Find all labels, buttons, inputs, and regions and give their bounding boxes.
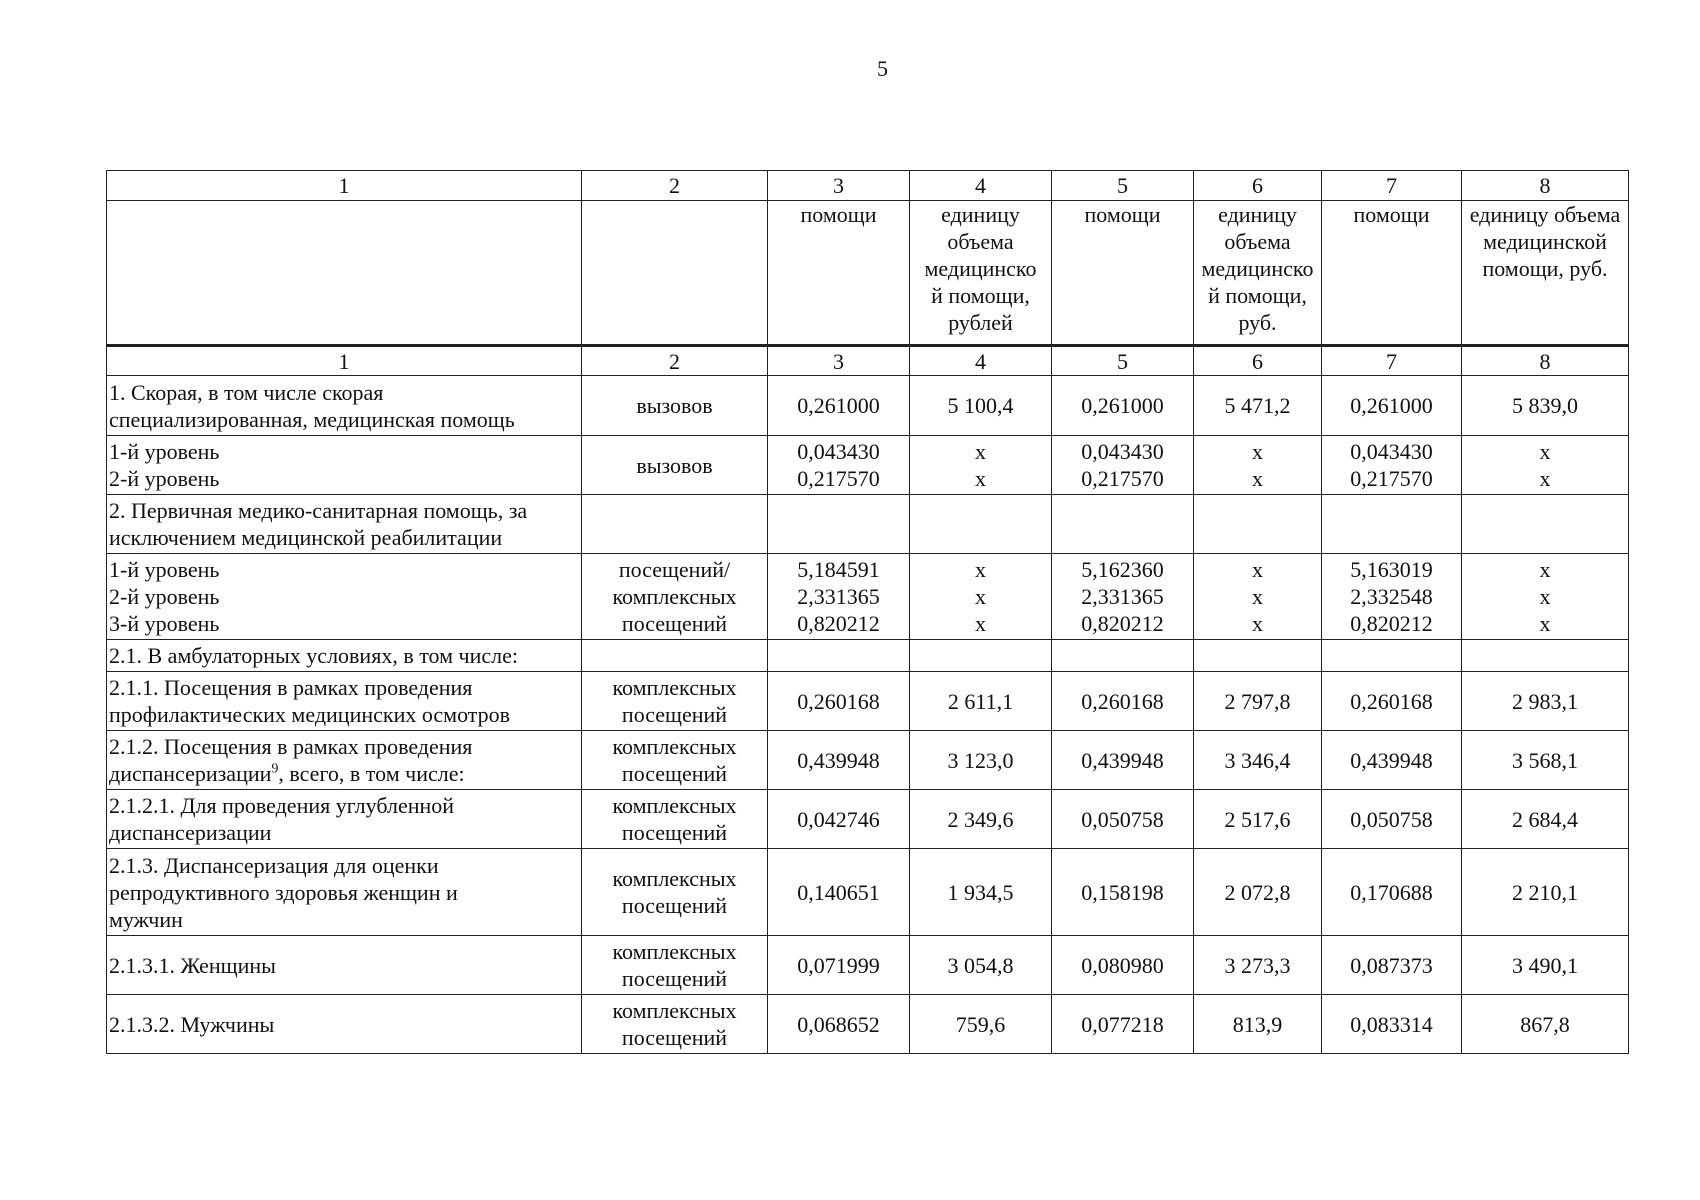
row-name: 1-й уровень 2-й уровень bbox=[107, 436, 582, 495]
cell-value: х х bbox=[1462, 436, 1629, 495]
header-cell: помощи bbox=[1052, 201, 1194, 346]
header-cell bbox=[582, 201, 768, 346]
cell-value: 0,050758 bbox=[1322, 790, 1462, 849]
cell-value: 867,8 bbox=[1462, 995, 1629, 1054]
table-row bbox=[107, 640, 1629, 672]
header-cell: помощи bbox=[1322, 201, 1462, 346]
row-name: 2.1.3.2. Мужчины bbox=[107, 995, 582, 1054]
row-name: 2.1.2.1. Для проведения углубленной диспансеризации bbox=[107, 790, 582, 849]
table-row bbox=[107, 436, 1629, 495]
cell-value: 2 797,8 bbox=[1194, 672, 1322, 731]
header-cell: помощи bbox=[768, 201, 910, 346]
column-number-row bbox=[107, 346, 1629, 376]
column-number: 4 bbox=[910, 171, 1052, 201]
cell-value: 3 123,0 bbox=[910, 731, 1052, 790]
cell-value: 0,077218 bbox=[1052, 995, 1194, 1054]
cell-value bbox=[1322, 495, 1462, 554]
row-unit: комплексных посещений bbox=[582, 731, 768, 790]
column-number: 5 bbox=[1052, 171, 1194, 201]
cell-value: 0,439948 bbox=[768, 731, 910, 790]
column-number: 2 bbox=[582, 346, 768, 376]
row-name: 2. Первичная медико-санитарная помощь, за исключением медицинской реабилитации bbox=[107, 495, 582, 554]
table-row bbox=[107, 672, 1629, 731]
cell-value: 0,068652 bbox=[768, 995, 910, 1054]
cell-value: 3 346,4 bbox=[1194, 731, 1322, 790]
cell-value: 3 568,1 bbox=[1462, 731, 1629, 790]
column-number: 6 bbox=[1194, 346, 1322, 376]
cell-value: 0,140651 bbox=[768, 849, 910, 936]
cell-value: 2 983,1 bbox=[1462, 672, 1629, 731]
cell-value bbox=[1322, 640, 1462, 672]
column-number: 3 bbox=[768, 346, 910, 376]
row-name: 2.1.3. Диспансеризация для оценки репродуктивного здоровья женщин и мужчин bbox=[107, 849, 582, 936]
tariff-table bbox=[106, 170, 1629, 1054]
header-cell: единицу объема медицинско й помощи, руб. bbox=[1194, 201, 1322, 346]
row-unit: комплексных посещений bbox=[582, 790, 768, 849]
cell-value: 0,439948 bbox=[1322, 731, 1462, 790]
column-number: 3 bbox=[768, 171, 910, 201]
cell-value: х х х bbox=[1194, 554, 1322, 640]
column-number-row bbox=[107, 171, 1629, 201]
cell-value: 0,261000 bbox=[1052, 376, 1194, 436]
column-number: 7 bbox=[1322, 171, 1462, 201]
header-cell: единицу объема медицинско й помощи, рублей bbox=[910, 201, 1052, 346]
cell-value: 2 210,1 bbox=[1462, 849, 1629, 936]
cell-value: 759,6 bbox=[910, 995, 1052, 1054]
column-number: 1 bbox=[107, 171, 582, 201]
table-row bbox=[107, 936, 1629, 995]
cell-value: 2 349,6 bbox=[910, 790, 1052, 849]
cell-value bbox=[768, 495, 910, 554]
cell-value: 3 054,8 bbox=[910, 936, 1052, 995]
header-cell bbox=[107, 201, 582, 346]
table-row bbox=[107, 554, 1629, 640]
cell-value: 0,170688 bbox=[1322, 849, 1462, 936]
column-number: 8 bbox=[1462, 171, 1629, 201]
cell-value bbox=[1462, 640, 1629, 672]
cell-value: 0,261000 bbox=[768, 376, 910, 436]
cell-value: 0,261000 bbox=[1322, 376, 1462, 436]
cell-value: 0,043430 0,217570 bbox=[768, 436, 910, 495]
cell-value bbox=[768, 640, 910, 672]
cell-value: 0,158198 bbox=[1052, 849, 1194, 936]
row-name-text: 2.1.2. Посещения в рамках проведения диспансеризации bbox=[109, 734, 473, 786]
cell-value: 5,163019 2,332548 0,820212 bbox=[1322, 554, 1462, 640]
cell-value: 2 517,6 bbox=[1194, 790, 1322, 849]
column-number: 8 bbox=[1462, 346, 1629, 376]
header-cell: единицу объема медицинской помощи, руб. bbox=[1462, 201, 1629, 346]
cell-value: 3 273,3 bbox=[1194, 936, 1322, 995]
cell-value: 0,260168 bbox=[1322, 672, 1462, 731]
cell-value: 0,050758 bbox=[1052, 790, 1194, 849]
cell-value: 0,260168 bbox=[1052, 672, 1194, 731]
row-name bbox=[107, 731, 582, 790]
table-row bbox=[107, 731, 1629, 790]
cell-value: 0,087373 bbox=[1322, 936, 1462, 995]
row-name-text-end: , всего, в том числе: bbox=[278, 761, 465, 786]
cell-value bbox=[1194, 495, 1322, 554]
cell-value: х х х bbox=[1462, 554, 1629, 640]
cell-value: 5 100,4 bbox=[910, 376, 1052, 436]
cell-value: 0,042746 bbox=[768, 790, 910, 849]
row-unit: посещений/ комплексных посещений bbox=[582, 554, 768, 640]
row-unit: вызовов bbox=[582, 436, 768, 495]
cell-value: 0,071999 bbox=[768, 936, 910, 995]
footnote-marker: 9 bbox=[271, 761, 279, 777]
row-unit: комплексных посещений bbox=[582, 672, 768, 731]
column-number: 4 bbox=[910, 346, 1052, 376]
cell-value: 0,043430 0,217570 bbox=[1052, 436, 1194, 495]
row-name: 2.1.1. Посещения в рамках проведения профилактических медицинских осмотров bbox=[107, 672, 582, 731]
column-number: 7 bbox=[1322, 346, 1462, 376]
cell-value: х х х bbox=[910, 554, 1052, 640]
row-unit: комплексных посещений bbox=[582, 849, 768, 936]
cell-value: 2 072,8 bbox=[1194, 849, 1322, 936]
row-unit: вызовов bbox=[582, 376, 768, 436]
cell-value: 5,184591 2,331365 0,820212 bbox=[768, 554, 910, 640]
row-name: 2.1.3.1. Женщины bbox=[107, 936, 582, 995]
header-row bbox=[107, 201, 1629, 346]
cell-value bbox=[910, 640, 1052, 672]
cell-value: 5,162360 2,331365 0,820212 bbox=[1052, 554, 1194, 640]
cell-value: 813,9 bbox=[1194, 995, 1322, 1054]
column-number: 2 bbox=[582, 171, 768, 201]
cell-value: 0,439948 bbox=[1052, 731, 1194, 790]
row-unit bbox=[582, 640, 768, 672]
row-unit: комплексных посещений bbox=[582, 995, 768, 1054]
row-name: 1-й уровень 2-й уровень 3-й уровень bbox=[107, 554, 582, 640]
cell-value: 1 934,5 bbox=[910, 849, 1052, 936]
table-row bbox=[107, 849, 1629, 936]
cell-value: 0,043430 0,217570 bbox=[1322, 436, 1462, 495]
row-name: 1. Скорая, в том числе скорая специализированная, медицинская помощь bbox=[107, 376, 582, 436]
column-number: 6 bbox=[1194, 171, 1322, 201]
cell-value: 3 490,1 bbox=[1462, 936, 1629, 995]
row-unit: комплексных посещений bbox=[582, 936, 768, 995]
page-number: 5 bbox=[877, 56, 888, 81]
table-row bbox=[107, 790, 1629, 849]
cell-value: 0,080980 bbox=[1052, 936, 1194, 995]
column-number: 1 bbox=[107, 346, 582, 376]
cell-value bbox=[1462, 495, 1629, 554]
cell-value: 5 471,2 bbox=[1194, 376, 1322, 436]
cell-value: 2 684,4 bbox=[1462, 790, 1629, 849]
cell-value: 5 839,0 bbox=[1462, 376, 1629, 436]
table-row bbox=[107, 495, 1629, 554]
row-unit bbox=[582, 495, 768, 554]
cell-value bbox=[1052, 495, 1194, 554]
cell-value: 2 611,1 bbox=[910, 672, 1052, 731]
table-row bbox=[107, 376, 1629, 436]
cell-value: 0,083314 bbox=[1322, 995, 1462, 1054]
cell-value bbox=[1194, 640, 1322, 672]
row-name: 2.1. В амбулаторных условиях, в том числе: bbox=[107, 640, 582, 672]
cell-value bbox=[910, 495, 1052, 554]
cell-value: х х bbox=[910, 436, 1052, 495]
table-row bbox=[107, 995, 1629, 1054]
cell-value: 0,260168 bbox=[768, 672, 910, 731]
column-number: 5 bbox=[1052, 346, 1194, 376]
cell-value: х х bbox=[1194, 436, 1322, 495]
cell-value bbox=[1052, 640, 1194, 672]
